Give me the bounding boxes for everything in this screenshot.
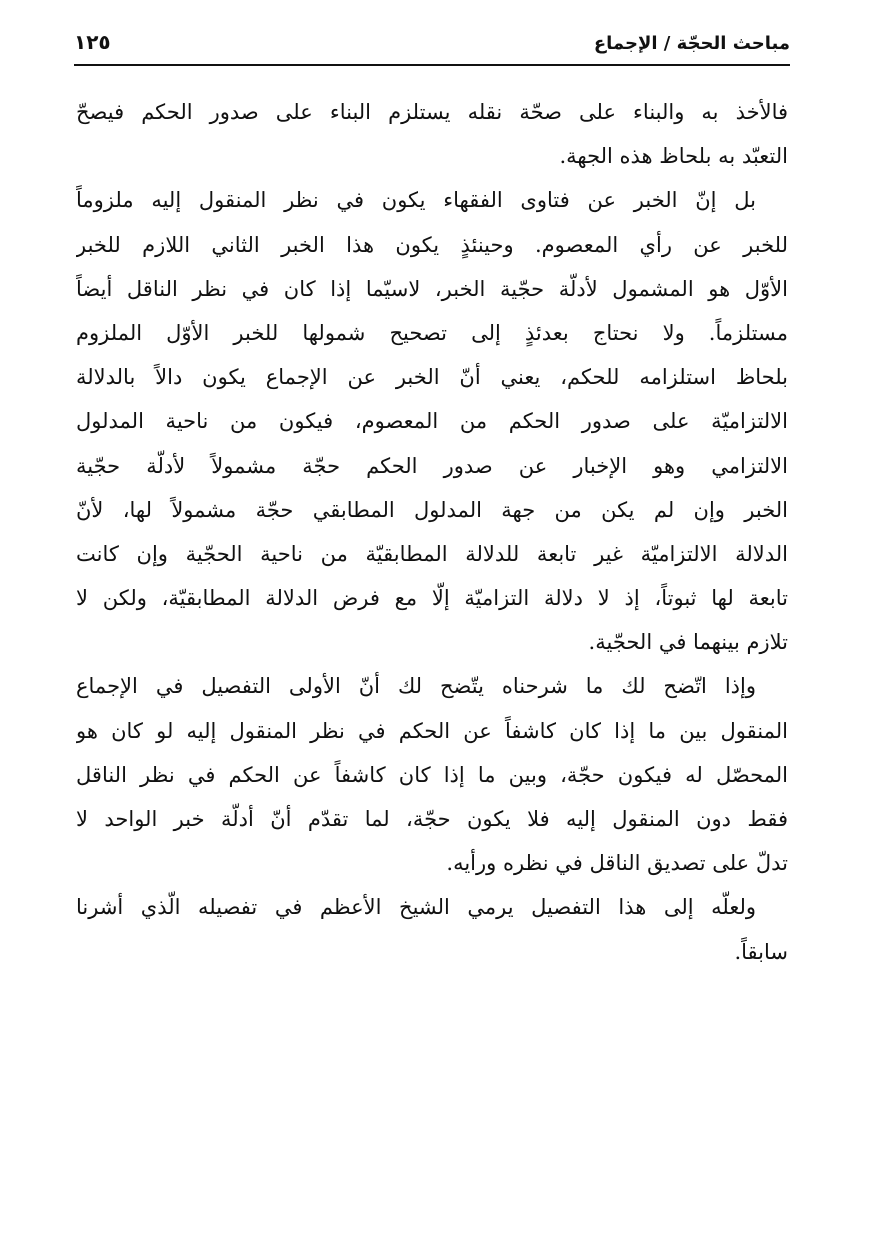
header-rule [74, 64, 790, 66]
text-line: الالتزاميّة على صدور الحكم من المعصوم، فيكون من ناحية المدلول [76, 409, 788, 434]
text-line: تابعة لها ثبوتاً، إذ لا دلالة التزاميّة إلّا مع فرض الدلالة المطابقيّة، ولكن لا [76, 586, 788, 611]
text-line: وإذا اتّضح لك ما شرحناه يتّضح لك أنّ الأولى التفصيل في الإجماع [76, 674, 756, 699]
text-line: تلازم بينهما في الحجّية. [588, 630, 788, 655]
running-header-title: مباحث الحجّة / الإجماع [593, 33, 790, 54]
text-line: فقط دون المنقول إليه فلا يكون حجّة، لما تقدّم أنّ أدلّة خبر الواحد لا [76, 807, 788, 831]
text-line: فالأخذ به والبناء على صحّة نقله يستلزم البناء على صدور الحكم فيصحّ [76, 100, 788, 124]
text-line: الدلالة الالتزاميّة غير تابعة للدلالة المطابقيّة من ناحية الحجّية وإن كانت [76, 541, 788, 566]
text-line: سابقاً. [734, 939, 788, 964]
page-number: ١٢٥ [74, 30, 111, 54]
text-line: الالتزامي وهو الإخبار عن صدور الحكم حجّة مشمولاً لأدلّة حجّية [76, 453, 788, 478]
text-line: التعبّد به بلحاظ هذه الجهة. [559, 144, 788, 169]
body-text [76, 90, 788, 974]
text-line: بل إنّ الخبر عن فتاوى الفقهاء يكون في نظر المنقول إليه ملزوماً [76, 188, 756, 213]
text-line: تدلّ على تصديق الناقل في نظره ورأيه. [446, 851, 788, 876]
paragraph-1 [76, 90, 788, 178]
text-line: الخبر وإن لم يكن من جهة المدلول المطابقي حجّة مشمولاً لها، لأنّ [76, 497, 788, 522]
text-line: الأوّل هو المشمول لأدلّة حجّية الخبر، لاسيّما إذا كان في نظر الناقل أيضاً [76, 276, 788, 301]
text-line: بلحاظ استلزامه للحكم، يعني أنّ الخبر عن الإجماع يكون دالاً بالدلالة [76, 365, 788, 390]
text-line: المنقول بين ما إذا كان كاشفاً عن الحكم في نظر المنقول إليه لو كان هو [76, 718, 788, 743]
text-line: مستلزماً. ولا نحتاج بعدئذٍ إلى تصحيح شمولها للخبر الأوّل الملزوم [76, 320, 788, 345]
running-header [74, 28, 790, 64]
paragraph-4 [76, 885, 788, 973]
paragraph-3 [76, 664, 788, 885]
text-line: للخبر عن رأي المعصوم. وحينئذٍ يكون هذا الخبر الثاني اللازم للخبر [76, 232, 788, 257]
paragraph-2 [76, 178, 788, 664]
text-line: ولعلّه إلى هذا التفصيل يرمي الشيخ الأعظم في تفصيله الّذي أشرنا [76, 895, 756, 920]
text-line: المحصّل له فيكون حجّة، وبين ما إذا كان كاشفاً عن الحكم في نظر الناقل [76, 762, 788, 787]
